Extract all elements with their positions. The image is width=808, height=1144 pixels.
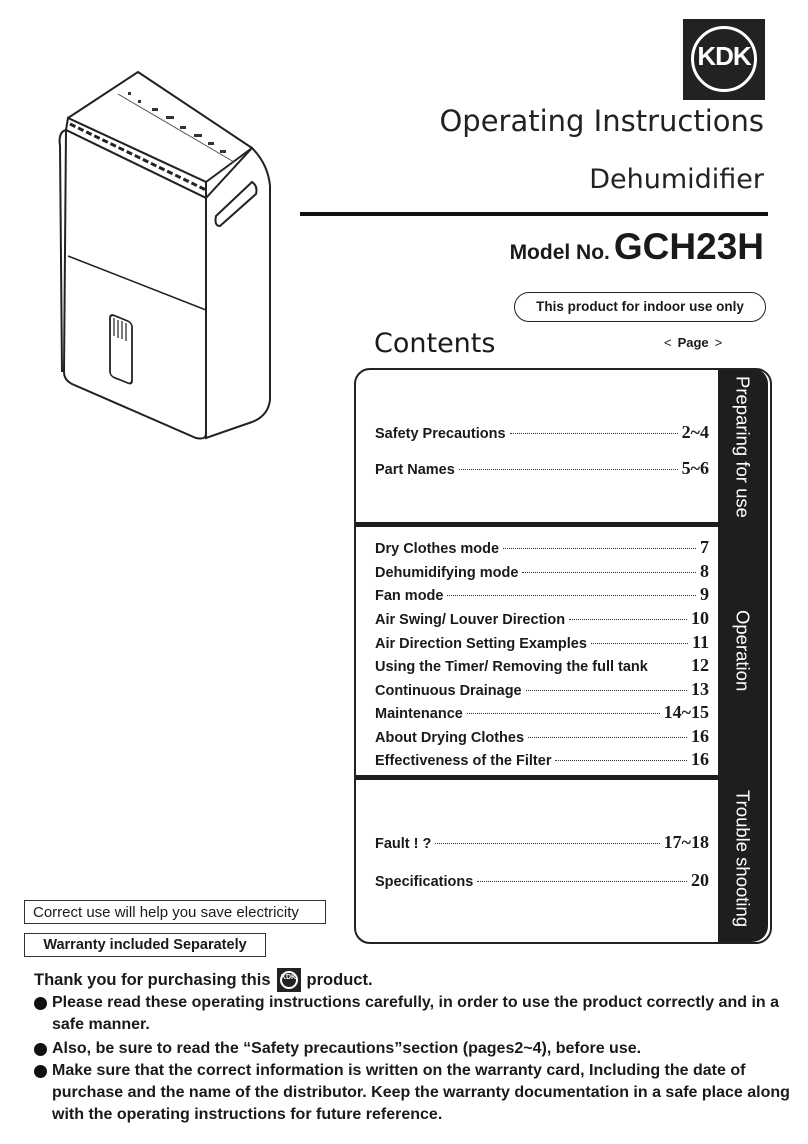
bullet-icon: [34, 997, 47, 1010]
toc-entry[interactable]: Air Direction Setting Examples 11: [375, 632, 709, 652]
thank-you-line: [34, 968, 373, 992]
toc-entry[interactable]: Safety Precautions 2~4: [375, 422, 709, 442]
toc-entry[interactable]: Air Swing/ Louver Direction 10: [375, 608, 709, 628]
section-divider: [356, 522, 768, 527]
toc-entry[interactable]: Fault ! ? 17~18: [375, 832, 709, 852]
title-rule: [300, 212, 768, 216]
logo-text: KDK: [697, 41, 751, 71]
indoor-use-notice: This product for indoor use only: [514, 292, 766, 322]
document-title: Operating Instructions: [439, 104, 764, 138]
contents-heading: Contents: [374, 328, 496, 359]
thank-suffix: product.: [306, 970, 373, 989]
section-label-trouble: Trouble shooting: [732, 790, 754, 928]
section-label-preparing: Preparing for use: [732, 376, 754, 518]
page-column-header: < Page >: [664, 335, 723, 350]
toc-entry[interactable]: Fan mode 9: [375, 584, 709, 604]
kdk-logo: [683, 19, 765, 100]
kdk-mini-logo-icon: KDK: [277, 968, 301, 992]
toc-entry[interactable]: Dry Clothes mode 7: [375, 537, 709, 557]
intro-bullet: Also, be sure to read the “Safety precautions”section (pages2~4), before use.: [32, 1038, 792, 1060]
model-number-line: [510, 226, 764, 268]
warranty-note: Warranty included Separately: [24, 933, 266, 957]
toc-entry[interactable]: Dehumidifying mode 8: [375, 561, 709, 581]
bullet-icon: [34, 1043, 47, 1056]
toc-entry[interactable]: Using the Timer/ Removing the full tank 12: [375, 655, 709, 675]
product-type: Dehumidifier: [589, 164, 764, 195]
section-divider: [356, 775, 768, 780]
bullet-icon: [34, 1065, 47, 1078]
model-number: GCH23H: [613, 226, 764, 267]
toc-entry[interactable]: Continuous Drainage 13: [375, 679, 709, 699]
thank-prefix: Thank you for purchasing this: [34, 970, 271, 989]
model-label: Model No.: [509, 241, 610, 264]
toc-entry[interactable]: Maintenance 14~15: [375, 702, 709, 722]
section-label-operation: Operation: [732, 610, 754, 692]
electricity-note: Correct use will help you save electricity: [24, 900, 326, 924]
dehumidifier-illustration: [56, 66, 288, 442]
toc-entry[interactable]: Effectiveness of the Filter 16: [375, 749, 709, 769]
intro-bullet: Make sure that the correct information is written on the warranty card, Including the date of purchase and the name of the distributor. Keep the warranty documentation in a safe place along with the operating instructions for future reference.: [32, 1060, 792, 1126]
page-label: Page: [677, 335, 709, 350]
toc-entry[interactable]: About Drying Clothes 16: [375, 726, 709, 746]
toc-entry[interactable]: Part Names 5~6: [375, 458, 709, 478]
intro-bullet: Please read these operating instructions carefully, in order to use the product correctly and in a safe manner.: [32, 992, 792, 1036]
toc-entry[interactable]: Specifications 20: [375, 870, 709, 890]
